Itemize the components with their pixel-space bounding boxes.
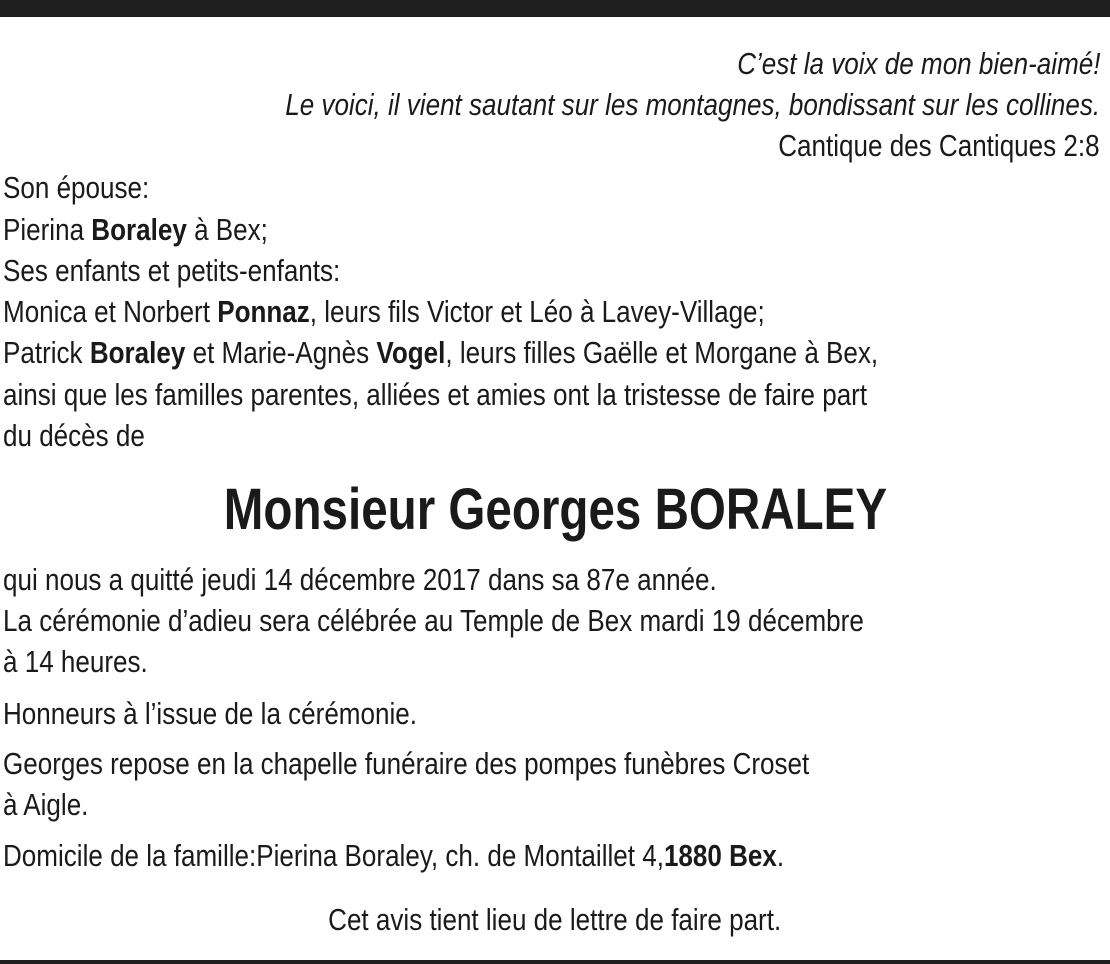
children-heading: Ses enfants et petits-enfants: [3, 253, 341, 288]
passed-line: qui nous a quitté jeudi 14 décembre 2017 dans sa 87e année. [3, 562, 717, 597]
epigraph-line-1: C’est la voix de mon bien-aimé! [736, 46, 1100, 81]
ceremony-line-2: à 14 heures. [3, 644, 148, 679]
epigraph-reference: Cantique des Cantiques 2:8 [778, 128, 1100, 163]
spouse-heading: Son épouse: [3, 170, 150, 205]
ceremony-line-1: La cérémonie d’adieu sera célébrée au Temple de Bex mardi 19 décembre [3, 603, 864, 638]
bottom-rule [0, 960, 1110, 964]
honours-line: Honneurs à l’issue de la cérémonie. [3, 696, 417, 731]
top-rule [0, 0, 1110, 17]
announcement-line-1: ainsi que les familles parentes, alliées et amies ont la tristesse de faire part [3, 377, 868, 412]
domicile-line: Domicile de la famille:Pierina Boraley, ch. de Montaillet 4,1880 Bex. [3, 838, 785, 873]
deceased-name: Monsieur Georges BORALEY [223, 477, 887, 542]
rest-line-1: Georges repose en la chapelle funéraire des pompes funèbres Croset [3, 746, 810, 781]
announcement-line-2: du décès de [3, 418, 145, 453]
rest-line-2: à Aigle. [3, 787, 89, 822]
child-line-2: Patrick Boraley et Marie-Agnès Vogel, leurs filles Gaëlle et Morgane à Bex, [3, 335, 879, 370]
child-line-1: Monica et Norbert Ponnaz, leurs fils Victor et Léo à Lavey-Village; [3, 294, 765, 329]
epigraph-line-2: Le voici, il vient sautant sur les montagnes, bondissant sur les collines. [285, 87, 1100, 122]
spouse-line: Pierina Boraley à Bex; [3, 212, 268, 247]
closing-note: Cet avis tient lieu de lettre de faire part. [328, 902, 782, 937]
